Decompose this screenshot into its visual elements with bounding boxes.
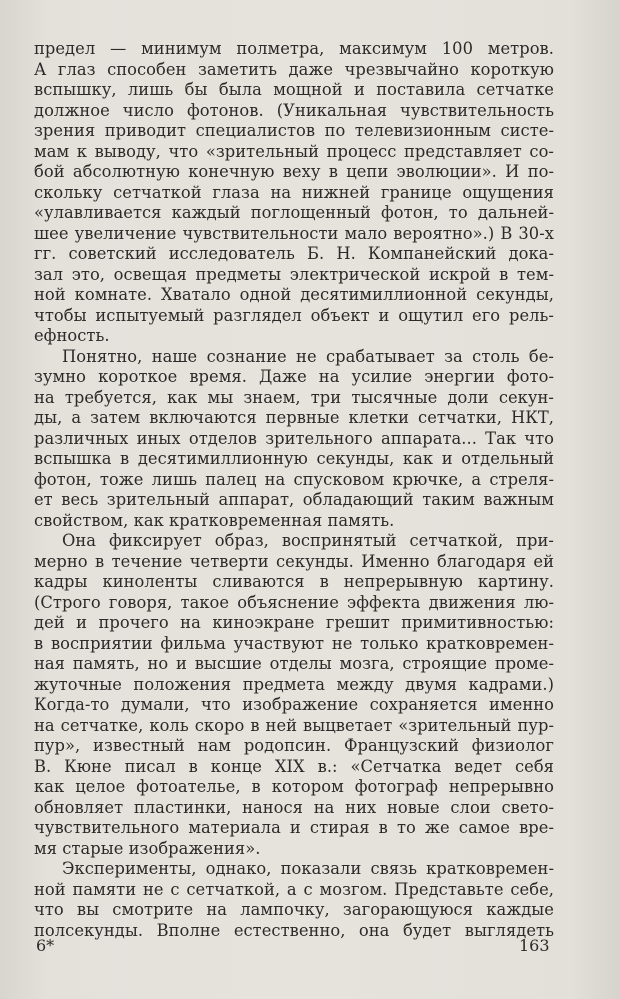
text-line: В. Кюне писал в конце XIX в.: «Сетчатка ведет себя <box>34 756 554 776</box>
text-line: ды, а затем включаются первные клетки сетчатки, НКТ, <box>34 408 554 427</box>
text-line: ной комнате. Хватало одной десятимиллионной секунды, <box>34 285 554 304</box>
text-line: различных иных отделов зрительного аппарата... Так что <box>34 428 554 448</box>
text-line: ная память, но и высшие отделы мозга, строящие проме- <box>34 654 554 673</box>
text-line: свойством, как кратковременная память. <box>34 510 395 530</box>
text-line: как целое фотоателье, в котором фотограф непрерывно <box>34 777 554 796</box>
text-line: вспышку, лишь бы была мощной и поставила сетчатке <box>34 80 554 99</box>
text-line: зумно короткое время. Даже на усилие энергии фото- <box>34 367 554 386</box>
text-line: зал это, освещая предметы электрической искрой в тем- <box>34 264 554 284</box>
text-line: Понятно, наше сознание не срабатывает за столь бе- <box>62 346 554 366</box>
text-line: гг. советский исследователь Б. Н. Компанейский дока- <box>34 244 554 263</box>
text-line: ет весь зрительный аппарат, обладающий таким важным <box>34 490 554 509</box>
text-line: Когда-то думали, что изображение сохраняется именно <box>34 695 554 714</box>
text-line: мерно в течение четверти секунды. Именно благодаря ей <box>34 551 554 571</box>
text-line: чувствительного материала и стирая в то же самое вре- <box>34 818 554 837</box>
text-line: дей и прочего на киноэкране грешит примитивностью: <box>34 613 554 632</box>
text-line: зрения приводит специалистов по телевизионным систе- <box>34 121 554 140</box>
text-line: Эксперименты, однако, показали связь кратковремен- <box>62 859 554 878</box>
text-line: что вы смотрите на лампочку, загорающуюся каждые <box>34 900 554 919</box>
text-line: Она фиксирует образ, воспринятый сетчаткой, при- <box>62 531 554 550</box>
text-line: «улавливается каждый поглощенный фотон, то дальней- <box>34 203 554 222</box>
text-line: жуточные положения предмета между двумя кадрами.) <box>34 674 554 694</box>
text-line: (Строго говоря, такое объяснение эффекта движения лю- <box>34 592 554 612</box>
text-line: полсекунды. Вполне естественно, она будет выглядеть <box>34 920 554 940</box>
text-line: предел — минимум полметра, максимум 100 метров. <box>34 39 554 58</box>
text-line: пур», известный нам родопсин. Французский физиолог <box>34 736 554 755</box>
text-line: шее увеличение чувствительности мало вероятно».) В 30-х <box>34 223 554 243</box>
text-line: мам к выводу, что «зрительный процесс представляет со- <box>34 141 554 161</box>
page-number: 163 <box>519 936 550 955</box>
body-text <box>34 39 554 941</box>
text-line: чтобы испытуемый разглядел объект и ощутил его рель- <box>34 305 554 325</box>
text-line: на требуется, как мы знаем, три тысячные доли секун- <box>34 387 554 407</box>
signature-mark: 6* <box>36 936 55 955</box>
text-line: фотон, тоже лишь палец на спусковом крючке, а стреля- <box>34 469 554 489</box>
text-line: кадры киноленты сливаются в непрерывную картину. <box>34 572 554 591</box>
text-line: скольку сетчаткой глаза на нижней границе ощущения <box>34 182 554 202</box>
text-line: в восприятии фильма участвуют не только кратковремен- <box>34 633 554 653</box>
text-line: вспышка в десятимиллионную секунды, как и отдельный <box>34 449 554 468</box>
text-line: А глаз способен заметить даже чрезвычайно короткую <box>34 59 554 79</box>
text-line: ной памяти не с сетчаткой, а с мозгом. Представьте себе, <box>34 879 554 899</box>
text-line: обновляет пластинки, нанося на них новые слои свето- <box>34 797 554 817</box>
text-line: ефность. <box>34 326 110 345</box>
text-line: на сетчатке, коль скоро в ней выцветает «зрительный пур- <box>34 715 554 735</box>
text-line: бой абсолютную конечную веху в цепи эволюции». И по- <box>34 162 554 181</box>
text-line: мя старые изображения». <box>34 838 261 858</box>
text-line: должное число фотонов. (Уникальная чувствительность <box>34 100 554 120</box>
